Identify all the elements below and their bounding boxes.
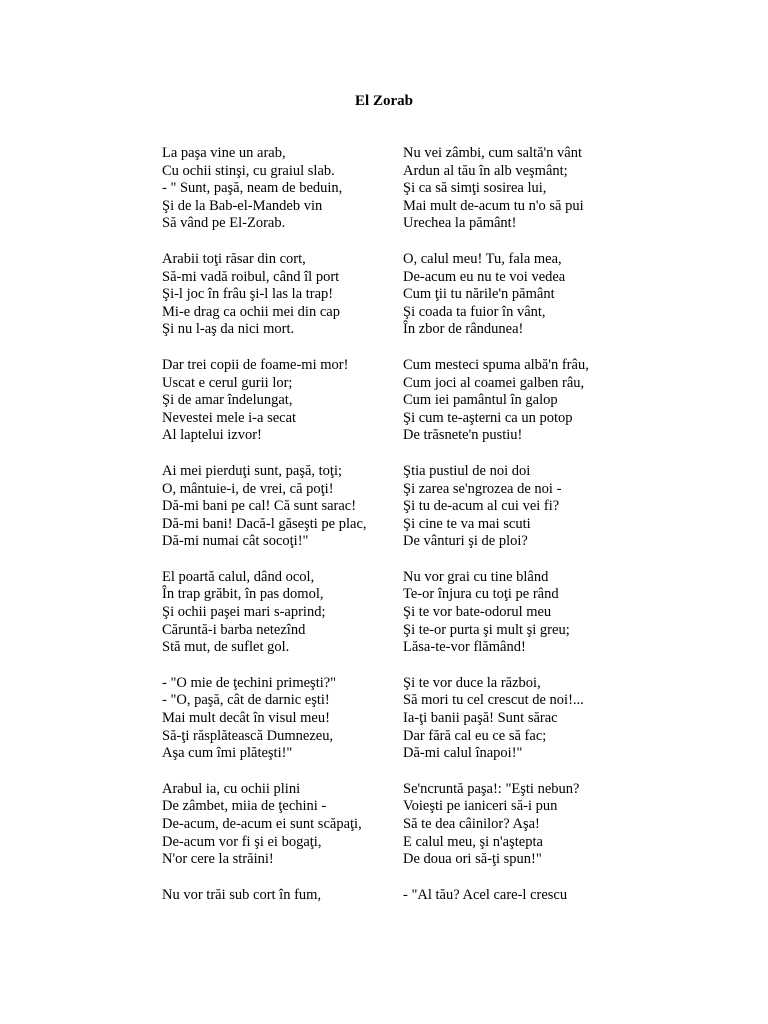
poem-line: Cu ochii stinşi, cu graiul slab. (162, 162, 335, 179)
poem-line: Aşa cum îmi plăteşti!" (162, 745, 293, 762)
poem-line: Ştia pustiul de noi doi (403, 462, 531, 479)
poem-line: Mi-e drag ca ochii mei din cap (162, 303, 340, 320)
stanza (403, 357, 653, 445)
stanza (162, 887, 412, 905)
poem-line: Dar fără cal eu ce să fac; (403, 727, 547, 744)
poem-line: Cum iei pamântul în galop (403, 392, 558, 409)
poem-line: Să-ţi răsplătească Dumnezeu, (162, 727, 334, 744)
poem-line: La paşa vine un arab, (162, 145, 286, 161)
poem-line: Nu vei zâmbi, cum saltă'n vânt (403, 145, 582, 161)
poem-line: Şi te vor bate-odorul meu (403, 604, 552, 621)
poem-line: Dă-mi bani! Dacă-l găseşti pe plac, (162, 515, 367, 532)
stanza (403, 781, 653, 869)
poem-line: Al laptelui izvor! (162, 427, 262, 444)
poem-line: Uscat e cerul gurii lor; (162, 374, 293, 391)
poem-line: El poartă calul, dând ocol, (162, 568, 315, 585)
stanza (162, 781, 412, 869)
poem-line: Dar trei copii de foame-mi mor! (162, 356, 349, 373)
poem-line: Să mori tu cel crescut de noi!... (403, 692, 584, 709)
stanza (403, 569, 653, 657)
stanza (162, 463, 412, 551)
poem-line: Şi cum te-aşterni ca un potop (403, 409, 573, 426)
poem-line: Şi nu l-aş da nici mort. (162, 321, 295, 338)
poem-line: Să vând pe El-Zorab. (162, 215, 286, 232)
poem-line: De-acum vor fi şi ei bogaţi, (162, 833, 322, 850)
poem-line: De-acum eu nu te voi vedea (403, 268, 566, 285)
poem-line: Voieşti pe ianiceri să-i pun (403, 798, 558, 815)
poem-line: Mai mult decât în visul meu! (162, 710, 330, 727)
poem-line: De zâmbet, miia de ţechini - (162, 798, 327, 815)
stanza (403, 251, 653, 339)
poem-line: De doua ori să-ţi spun!" (403, 851, 542, 868)
poem-column-left (162, 145, 412, 922)
stanza (403, 887, 653, 905)
poem-line: Şi coada ta fuior în vânt, (403, 303, 546, 320)
poem-line: O, calul meu! Tu, fala mea, (403, 250, 562, 267)
stanza (162, 357, 412, 445)
poem-line: Nevestei mele i-a secat (162, 409, 297, 426)
poem-line: Să-mi vadă roibul, când îl port (162, 268, 340, 285)
poem-line: Dă-mi calul înapoi!" (403, 745, 523, 762)
poem-line: Nu vor trăi sub cort în fum, (162, 886, 322, 903)
poem-line: Ardun al tău în alb veşmânt; (403, 162, 568, 179)
poem-line: Ai mei pierduţi sunt, paşă, toţi; (162, 462, 343, 479)
poem-line: Lăsa-te-vor flămând! (403, 639, 526, 656)
poem-line: Dă-mi numai cât socoţi!" (162, 533, 309, 550)
poem-line: Dă-mi bani pe cal! Că sunt sarac! (162, 498, 357, 515)
poem-line: De-acum, de-acum ei sunt scăpaţi, (162, 816, 362, 832)
poem-line: Arabii toţi răsar din cort, (162, 250, 306, 267)
stanza (162, 145, 412, 233)
stanza (403, 145, 653, 233)
poem-line: E calul meu, şi n'aştepta (403, 833, 543, 850)
poem-line: Să te dea câinilor? Aşa! (403, 816, 540, 832)
poem-line: - "Al tău? Acel care-l crescu (403, 886, 568, 903)
poem-line: Şi zarea se'ngrozea de noi - (403, 480, 562, 497)
poem-line: Şi te-or purta şi mult şi greu; (403, 621, 570, 638)
poem-line: Ia-ţi banii paşă! Sunt sărac (403, 710, 558, 727)
poem-line: Şi de la Bab-el-Mandeb vin (162, 197, 323, 214)
poem-line: - "O mie de ţechini primeşti?" (162, 674, 337, 691)
poem-line: O, mântuie-i, de vrei, că poţi! (162, 480, 334, 497)
poem-line: Şi te vor duce la război, (403, 674, 541, 691)
poem-line: Mai mult de-acum tu n'o să pui (403, 197, 584, 214)
poem-line: Te-or înjura cu toţi pe rând (403, 586, 559, 603)
poem-line: Şi tu de-acum al cui vei fi? (403, 498, 560, 515)
poem-title: El Zorab (355, 93, 413, 109)
poem-line: De trăsnete'n pustiu! (403, 427, 523, 444)
poem-line: Cum mesteci spuma albă'n frâu, (403, 356, 589, 373)
poem-line: În zbor de rândunea! (403, 321, 524, 338)
poem-line: Arabul ia, cu ochii plini (162, 780, 301, 797)
poem-line: - "O, paşă, cât de darnic eşti! (162, 692, 330, 709)
poem-line: În trap grăbit, în pas domol, (162, 586, 324, 603)
stanza (403, 463, 653, 551)
poem-line: Căruntă-i barba netezînd (162, 621, 306, 638)
stanza (162, 569, 412, 657)
poem-line: Şi cine te va mai scuti (403, 515, 531, 532)
poem-line: Şi ochii paşei mari s-aprind; (162, 604, 326, 621)
poem-line: Cum ţii tu nările'n pământ (403, 286, 555, 303)
poem-line: De vânturi şi de ploi? (403, 533, 528, 550)
poem-line: - " Sunt, paşă, neam de beduin, (162, 180, 343, 197)
poem-line: Se'ncruntă paşa!: "Eşti nebun? (403, 780, 580, 797)
stanza (403, 675, 653, 763)
poem-line: Şi ca să simţi sosirea lui, (403, 180, 547, 197)
poem-line: Urechea la pământ! (403, 215, 517, 232)
poem-line: Şi de amar îndelungat, (162, 392, 293, 409)
poem-line: Cum joci al coamei galben râu, (403, 374, 585, 391)
stanza (162, 675, 412, 763)
poem-line: N'or cere la străini! (162, 851, 274, 868)
stanza (162, 251, 412, 339)
poem-line: Nu vor grai cu tine blând (403, 568, 549, 585)
poem-line: Şi-l joc în frâu şi-l las la trap! (162, 286, 334, 303)
poem-line: Stă mut, de suflet gol. (162, 639, 290, 656)
poem-column-right (403, 145, 653, 922)
